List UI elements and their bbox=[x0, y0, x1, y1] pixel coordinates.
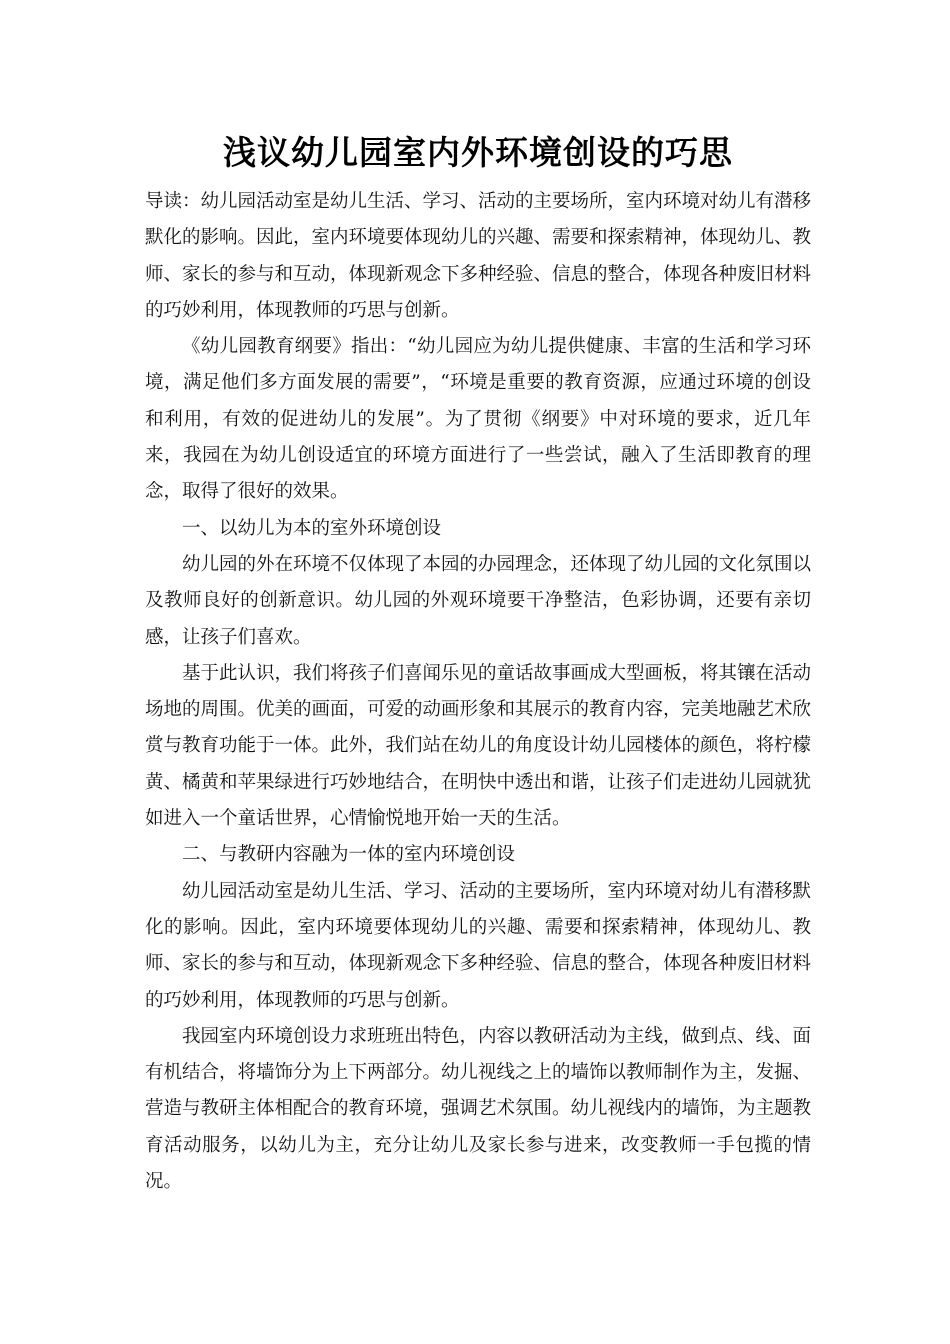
intro-paragraph: 导读：幼儿园活动室是幼儿生活、学习、活动的主要场所，室内环境对幼儿有潜移默化的影响。因此，室内环境要体现幼儿的兴趣、需要和探索精神，体现幼儿、教师、家长的参与和互动，体现新观念下多种经验、信息的整合，体现各种废旧材料的巧妙利用，体现教师的巧思与创新。 bbox=[145, 191, 812, 321]
body-paragraph: 我园室内环境创设力求班班出特色，内容以教研活动为主线，做到点、线、面有机结合，将墙饰分为上下两部分。幼儿视线之上的墙饰以教师制作为主，发掘、营造与教研主体相配合的教育环境，强调艺术氛围。幼儿视线内的墙饰，为主题教育活动服务，以幼儿为主，充分让幼儿及家长参与进来，改变教师一手包揽的情况。 bbox=[145, 1025, 812, 1193]
body-paragraph: 幼儿园的外在环境不仅体现了本园的办园理念，还体现了幼儿园的文化氛围以及教师良好的创新意识。幼儿园的外观环境要干净整洁，色彩协调，还要有亲切感，让孩子们喜欢。 bbox=[145, 553, 812, 648]
section-heading: 二、与教研内容融为一体的室内环境创设 bbox=[182, 844, 516, 866]
document-page bbox=[145, 125, 811, 1200]
document-title: 浅议幼儿园室内外环境创设的巧思 bbox=[223, 133, 733, 172]
body-paragraph: 幼儿园活动室是幼儿生活、学习、活动的主要场所，室内环境对幼儿有潜移默化的影响。因此，室内环境要体现幼儿的兴趣、需要和探索精神，体现幼儿、教师、家长的参与和互动，体现新观念下多种经验、信息的整合，体现各种废旧材料的巧妙利用，体现教师的巧思与创新。 bbox=[145, 880, 812, 1011]
document-body bbox=[145, 184, 811, 1200]
section-heading: 一、以幼儿为本的室外环境创设 bbox=[182, 517, 442, 539]
body-paragraph: 《幼儿园教育纲要》指出：“幼儿园应为幼儿提供健康、丰富的生活和学习环境，满足他们多方面发展的需要”，“环境是重要的教育资源，应通过环境的创设和利用，有效的促进幼儿的发展”。为了贯彻《纲要》中对环境的要求，近几年来，我园在为幼儿创设适宜的环境方面进行了一些尝试，融入了生活即教育的理念，取得了很好的效果。 bbox=[145, 336, 811, 503]
body-paragraph: 基于此认识，我们将孩子们喜闻乐见的童话故事画成大型画板，将其镶在活动场地的周围。优美的画面，可爱的动画形象和其展示的教育内容，完美地融艺术欣赏与教育功能于一体。此外，我们站在幼儿的角度设计幼儿园楼体的颜色，将柠檬黄、橘黄和苹果绿进行巧妙地结合，在明快中透出和谐，让孩子们走进幼儿园就犹如进入一个童话世界，心情愉悦地开始一天的生活。 bbox=[145, 662, 812, 830]
